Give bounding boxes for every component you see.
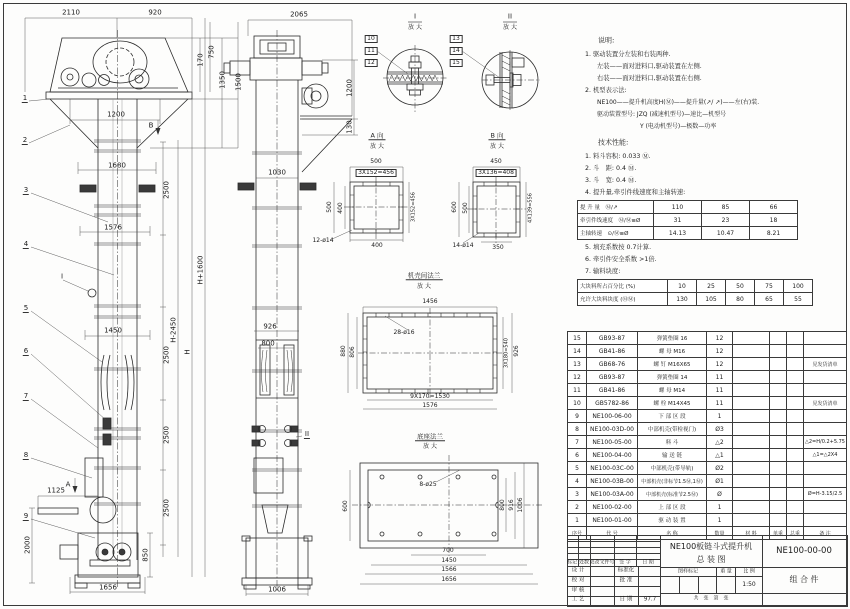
item-ref-5: 5: [23, 304, 29, 312]
tech-item: 3. 斗 宽: 0.4 Ⓜ.: [585, 176, 637, 184]
bom-remark: [804, 475, 847, 488]
view-A-sub: 放 大: [370, 143, 384, 150]
note-line: NE100——提升机高度H(Ⓜ)——提升量(↗/ ↗)——左(右)装.: [597, 99, 760, 106]
block-val: 105: [697, 293, 726, 306]
block-size-table: [577, 279, 813, 306]
bom-remark: 见发货清单: [804, 358, 847, 371]
bom-remark: [804, 410, 847, 423]
bom-name: 中部机壳(非标节1.5Ⓜ,1Ⓜ): [638, 475, 707, 488]
notes-title: 说明:: [598, 36, 615, 45]
bom-name: 中部机壳(标准节2.5Ⓜ): [638, 488, 707, 501]
holes-14-d14: 14-ø14: [452, 242, 474, 249]
block-label: 允许大块料块度 (ⓂⓂ): [578, 293, 668, 306]
bom-header: 总重: [787, 527, 804, 540]
tech-item: 7. 输料块度:: [585, 267, 621, 275]
dim-2000: 2000: [23, 536, 32, 554]
lift-val: 8.21: [750, 227, 798, 240]
block-label: 大块料所占百分比 (%): [578, 280, 668, 293]
dim-500-left: 500: [462, 202, 469, 214]
bom-unitw: [770, 332, 787, 345]
bom-no: 8: [568, 423, 587, 436]
drawing-title-line2: 总 装 图: [696, 555, 726, 564]
item-ref-9: 9: [23, 512, 29, 520]
view-B-title: B 向: [490, 131, 504, 140]
lift-val: 31: [654, 214, 702, 227]
bom-qty: 1: [707, 514, 733, 527]
dim-1350: 1350: [218, 71, 227, 89]
dim-3x136: 3X136=408: [476, 169, 517, 177]
dim-130: 130: [345, 120, 354, 134]
bom-name: 中部机壳(带检视门): [638, 423, 707, 436]
bom-name: 下 部 区 段: [638, 410, 707, 423]
bom-code: NE100-02-00: [587, 501, 638, 514]
bom-row: [568, 501, 847, 514]
bom-no: 2: [568, 501, 587, 514]
bom-qty: 1: [707, 501, 733, 514]
bom-remark: [804, 514, 847, 527]
view-B-sub: 放 大: [490, 143, 504, 150]
detail-I: [383, 22, 447, 112]
bom-code: NE100-03B-00: [587, 475, 638, 488]
dim-3x152: 3X152=456: [356, 169, 397, 177]
item-ref-3: 3: [23, 186, 29, 194]
bom-name: 弹簧垫圈 14: [638, 371, 707, 384]
bom-name: 输 送 链: [638, 449, 707, 462]
bom-remark: [804, 384, 847, 397]
bom-row: [568, 358, 847, 371]
dim-916: 916: [508, 499, 515, 511]
detail-ref-I: I: [60, 272, 64, 281]
bom-header: 数量: [707, 527, 733, 540]
bom-remark: △1=△2X4: [804, 449, 847, 462]
tb-check: 校 对: [571, 577, 585, 584]
block-val: 55: [784, 293, 813, 306]
lift-row: [578, 227, 798, 240]
tb-stamp: 图样标记: [677, 568, 699, 575]
note-line: 驱动装置型号: JZQ (减速机型号)—速比—机型号: [597, 111, 727, 118]
tb-weight: 重 量: [720, 568, 732, 575]
block-val: 25: [697, 280, 726, 293]
tb-audit: 审 核: [571, 587, 585, 594]
block-val: 80: [726, 293, 755, 306]
note-line: Y (电动机型号)—极数—功率: [640, 123, 717, 130]
lift-val: 14.13: [654, 227, 702, 240]
dim-806: 806: [349, 346, 356, 358]
note-line: 左装——面对进料口,驱动装置在左侧.: [597, 62, 702, 70]
lift-val: 18: [750, 214, 798, 227]
bom-row: [568, 488, 847, 501]
bom-row: [568, 332, 847, 345]
bom-name: 螺 母 M16: [638, 345, 707, 358]
bom-no: 7: [568, 436, 587, 449]
lift-val: 110: [654, 201, 702, 214]
dim-750: 750: [207, 45, 216, 59]
drawing-number: NE100-00-00: [776, 545, 832, 556]
bom-row: [568, 410, 847, 423]
bom-code: GB68-76: [587, 358, 638, 371]
bom-no: 1: [568, 514, 587, 527]
dim-1500: 1500: [234, 73, 243, 91]
base-view-sub: 放 大: [423, 443, 437, 450]
dim-1125: 1125: [47, 486, 65, 495]
dim-1656: 1656: [441, 576, 457, 583]
bom-name: 螺 栓 M14X45: [638, 397, 707, 410]
bom-qty: Ø2: [707, 462, 733, 475]
bom-no: 4: [568, 475, 587, 488]
tech-item: 5. 填充系数按 0.7计算.: [585, 243, 652, 251]
dim-9x170: 9X170=1530: [410, 393, 450, 400]
bom-row: [568, 423, 847, 436]
dim-850: 850: [141, 548, 150, 562]
tech-item: 4. 提升量,牵引件线速度和主轴转速:: [585, 188, 686, 196]
block-val: 100: [784, 280, 813, 293]
bom-qty: 1: [707, 410, 733, 423]
bom-totw: [787, 332, 804, 345]
drawing-title-line1: NE100板链斗式提升机: [669, 542, 753, 551]
tb-sign: 签 字: [619, 559, 631, 566]
bom-remark: [804, 462, 847, 475]
bom-name: 上 部 区 段: [638, 501, 707, 514]
bom-code: NE100-03D-00: [587, 423, 638, 436]
bom-header: 单重: [770, 527, 787, 540]
dim-1456: 1456: [422, 298, 438, 305]
lift-val: 23: [702, 214, 750, 227]
block-val: 50: [726, 280, 755, 293]
tb-date-h: 日 期: [642, 559, 654, 566]
bom-no: 6: [568, 449, 587, 462]
dim-800: 800: [499, 499, 506, 511]
dim-350-bottom: 350: [492, 244, 504, 251]
bom-remark: [804, 332, 847, 345]
item-ref-7: 7: [23, 392, 29, 400]
bom-header: 序号: [568, 527, 587, 540]
bom-code: GB5782-86: [587, 397, 638, 410]
detail-II-title: II: [507, 12, 513, 21]
detail-II: [482, 22, 540, 110]
tb-sheets: 共 张 第 张: [693, 595, 729, 602]
lift-label: 提 升 量 Ⓜ/↗: [578, 201, 654, 214]
tb-mark: 标记: [566, 559, 578, 566]
item-ref-4: 4: [23, 240, 29, 248]
side-view: [224, 30, 352, 592]
holes-12-d14: 12-ø14: [312, 237, 334, 244]
holes-8-d25: 8-ø25: [419, 481, 437, 488]
bom-no: 15: [568, 332, 587, 345]
dim-170: 170: [196, 53, 205, 67]
note-line: 2. 机型表示法:: [585, 86, 627, 94]
dim-800: 800: [261, 339, 275, 348]
bom-no: 12: [568, 371, 587, 384]
flange-view-sub: 放 大: [417, 283, 431, 290]
bom-qty: 11: [707, 384, 733, 397]
bom-name: 驱 动 装 置: [638, 514, 707, 527]
bom-no: 14: [568, 345, 587, 358]
bom-remark: [804, 423, 847, 436]
dim-1450: 1450: [441, 557, 457, 564]
item-ref-8: 8: [23, 451, 29, 459]
dim-2500: 2500: [162, 181, 171, 199]
bom-qty: △2: [707, 436, 733, 449]
bom-mat: [733, 332, 770, 345]
dim-2065: 2065: [290, 10, 308, 19]
dim-3x152-right: 3X152=456: [410, 192, 417, 222]
dim-450: 450: [490, 158, 502, 165]
dim-1006: 1006: [517, 497, 524, 513]
dim-H: H: [183, 349, 192, 355]
bom-header: 名 称: [638, 527, 707, 540]
bom-name: 料 斗: [638, 436, 707, 449]
dim-1450: 1450: [104, 326, 122, 335]
bom-table: [567, 331, 847, 540]
bom-remark: Ø=H-3.15/2.5: [804, 488, 847, 501]
block-val: 10: [668, 280, 697, 293]
bom-qty: 11: [707, 371, 733, 384]
dim-926: 926: [263, 322, 277, 331]
bom-row: [568, 397, 847, 410]
bom-qty: 12: [707, 358, 733, 371]
bom-remark: △2=H/0.2+5.75: [804, 436, 847, 449]
dim-2500: 2500: [162, 346, 171, 364]
tech-title: 技术性能:: [598, 138, 629, 147]
bom-row: [568, 475, 847, 488]
bom-qty: 12: [707, 345, 733, 358]
dim-880: 880: [340, 345, 347, 357]
tech-item: 1. 料斗容积: 0.033 Ⓜ.: [585, 152, 651, 160]
bom-name: 螺 钉 M16X65: [638, 358, 707, 371]
bom-code: GB93-87: [587, 332, 638, 345]
tb-date-value: 97.7: [643, 596, 657, 603]
dim-600: 600: [342, 500, 349, 512]
bom-no: 5: [568, 462, 587, 475]
tech-item: 6. 牵引件安全系数 >1倍.: [585, 255, 657, 263]
dim-920: 920: [148, 8, 162, 17]
holes-28-d16: 28-ø16: [393, 329, 415, 336]
bom-code: NE100-03A-00: [587, 488, 638, 501]
bom-no: 13: [568, 358, 587, 371]
detail-ref-II: II: [304, 430, 310, 438]
bom-no: 11: [568, 384, 587, 397]
dim-H+1600: H+1600: [196, 255, 205, 285]
item-ref-13: 13: [450, 35, 463, 43]
bom-code: GB41-86: [587, 384, 638, 397]
lift-capacity-table: [577, 200, 798, 240]
detail-I-title: I: [413, 12, 417, 21]
item-ref-12: 12: [365, 59, 378, 67]
tb-std: 标准化: [617, 567, 635, 574]
tb-scale-value: 1:50: [742, 581, 756, 588]
view-A: [344, 176, 409, 239]
lift-val: 85: [702, 201, 750, 214]
flange-view: [358, 308, 502, 398]
bom-row: [568, 371, 847, 384]
bom-qty: Ø: [707, 488, 733, 501]
block-val: 130: [668, 293, 697, 306]
bom-qty: 12: [707, 332, 733, 345]
dim-400-left: 400: [337, 202, 344, 214]
bom-row: [568, 449, 847, 462]
bom-code: NE100-01-00: [587, 514, 638, 527]
tb-scale-label: 比 例: [743, 568, 755, 575]
dim-1200: 1200: [107, 110, 125, 119]
bom-name: 螺 母 M14: [638, 384, 707, 397]
bom-code: GB93-87: [587, 371, 638, 384]
dim-926: 926: [513, 345, 520, 357]
dim-1656: 1656: [99, 583, 117, 592]
dim-1030: 1030: [268, 168, 286, 177]
dim-2110: 2110: [62, 8, 80, 17]
lift-row: [578, 214, 798, 227]
dim-500-left: 500: [326, 201, 333, 213]
bom-code: NE100-04-00: [587, 449, 638, 462]
block-val: 75: [755, 280, 784, 293]
item-ref-1: 1: [22, 94, 28, 102]
bom-qty: 11: [707, 397, 733, 410]
bom-row: [568, 462, 847, 475]
section-arrows: [73, 128, 161, 493]
tb-process: 工 艺: [571, 596, 585, 603]
dim-2500: 2500: [162, 499, 171, 517]
item-ref-15: 15: [450, 59, 463, 67]
bom-qty: Ø3: [707, 423, 733, 436]
item-ref-14: 14: [450, 47, 463, 55]
bom-name: 中部机壳(带导轨): [638, 462, 707, 475]
bom-row: [568, 345, 847, 358]
dim-700: 700: [442, 547, 454, 554]
bom-remark: 见发货清单: [804, 397, 847, 410]
bom-name: 弹簧垫圈 16: [638, 332, 707, 345]
lift-val: 66: [750, 201, 798, 214]
item-ref-6: 6: [23, 347, 29, 355]
bom-code: NE100-05-00: [587, 436, 638, 449]
flange-view-title: 机壳间法兰: [407, 271, 441, 280]
tb-approve: 批 准: [619, 577, 633, 584]
block-val: 65: [755, 293, 784, 306]
note-line: 右装——面对进料口,驱动装置在右侧.: [597, 74, 702, 82]
bom-remark: [804, 345, 847, 358]
tb-date2: 日 期: [619, 596, 633, 603]
view-B: [467, 176, 526, 243]
tb-count: 处数: [578, 559, 590, 566]
lift-row: [578, 201, 798, 214]
lift-label: 主轴转速 ⊙/Ⓜ≡Ø: [578, 227, 654, 240]
detail-II-sub: 放 大: [503, 24, 517, 31]
bom-code: NE100-06-00: [587, 410, 638, 423]
bom-code: NE100-03C-00: [587, 462, 638, 475]
dim-400-bottom: 400: [371, 242, 383, 249]
detail-I-sub: 放 大: [408, 24, 422, 31]
bom-no: 10: [568, 397, 587, 410]
bom-header: 材 料: [733, 527, 770, 540]
tb-design: 设 计: [571, 567, 585, 574]
block-row: [578, 293, 813, 306]
bom-remark: [804, 371, 847, 384]
bom-code: GB41-86: [587, 345, 638, 358]
dim-2500: 2500: [162, 426, 171, 444]
bom-header: 备 注: [804, 527, 847, 540]
bom-header: 代 号: [587, 527, 638, 540]
dim-H-2450: H-2450: [169, 317, 178, 343]
dim-1576: 1576: [422, 402, 438, 409]
bom-qty: Ø1: [707, 475, 733, 488]
bom-row: [568, 384, 847, 397]
part-type: 组 合 件: [789, 575, 819, 584]
dim-1576: 1576: [104, 223, 122, 232]
dim-1200: 1200: [345, 79, 354, 97]
bom-remark: [804, 501, 847, 514]
bom-no: 9: [568, 410, 587, 423]
lift-label: 牵引件线速度 Ⓜ/Ⓜ≡Ø: [578, 214, 654, 227]
bom-qty: △1: [707, 449, 733, 462]
item-ref-2: 2: [22, 136, 28, 144]
item-ref-11: 11: [365, 47, 378, 55]
section-label-B: B: [148, 121, 154, 130]
dim-1566: 1566: [441, 566, 457, 573]
tech-item: 2. 斗 距: 0.4 Ⓜ.: [585, 164, 637, 172]
bom-row: [568, 436, 847, 449]
tb-change: 更改文件号: [589, 559, 615, 566]
base-view-title: 底座法兰: [417, 432, 443, 441]
dim-3x180: 3X180=540: [503, 338, 510, 368]
section-label-A: A: [65, 480, 71, 489]
note-line: 1. 驱动装置分左装和右装两种.: [585, 50, 671, 58]
dim-600-left: 600: [451, 201, 458, 213]
dim-4x139-right: 4X139=556: [527, 193, 534, 223]
bom-row: [568, 514, 847, 527]
item-ref-10: 10: [365, 35, 378, 43]
dim-1680: 1680: [108, 161, 126, 170]
lift-val: 10.47: [702, 227, 750, 240]
dim-1006: 1006: [268, 585, 286, 594]
block-row: [578, 280, 813, 293]
bom-no: 3: [568, 488, 587, 501]
dim-500: 500: [370, 158, 382, 165]
view-A-title: A 向: [370, 131, 384, 140]
